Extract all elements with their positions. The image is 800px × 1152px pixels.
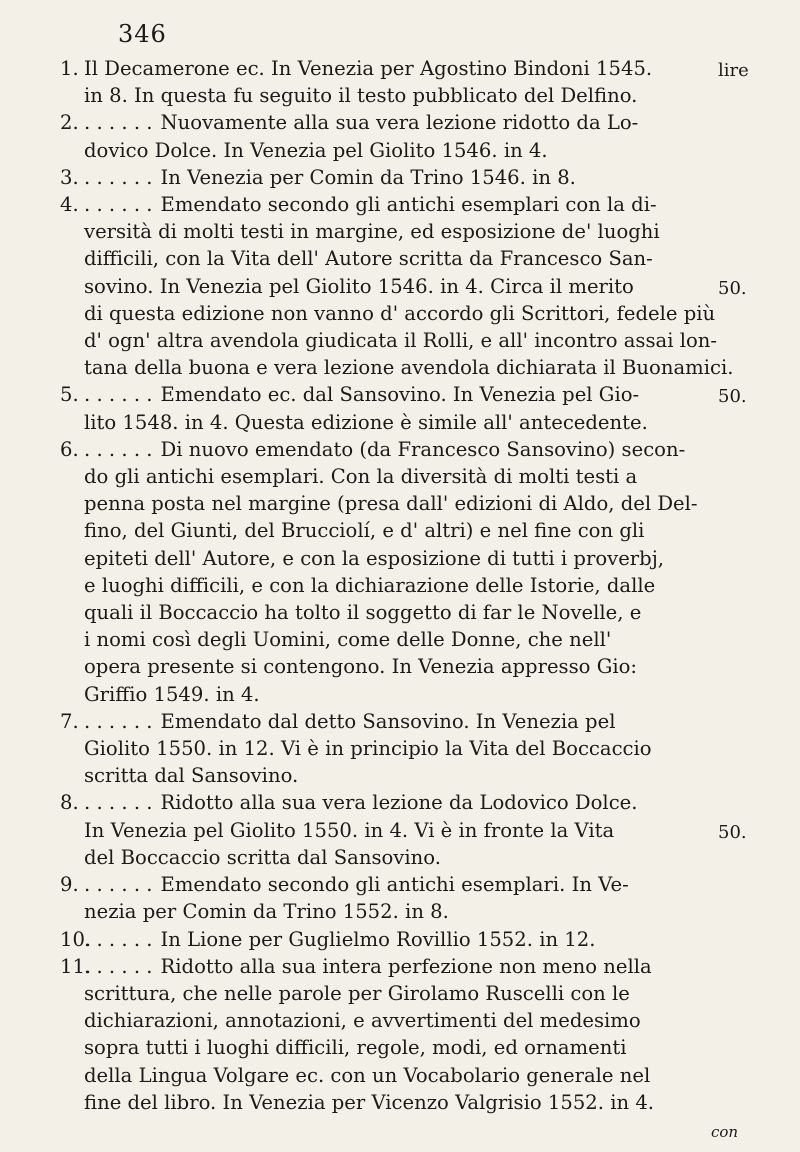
entry-continuation-line — [60, 626, 750, 653]
entry-text-line: del Boccaccio scritta dal Sansovino. — [84, 845, 441, 869]
entry-text-line: i nomi così degli Uomini, come delle Donne, che nell' — [84, 628, 612, 652]
entry-leader-dots: . . . . . . — [84, 954, 153, 978]
entry-text-line: In Lione per Guglielmo Rovillio 1552. in 12. — [160, 927, 596, 951]
entry-leader-dots: . . . . . . — [84, 383, 153, 407]
entry-continuation-line — [60, 218, 750, 245]
entry-leader-dots: . . . . . . — [84, 927, 153, 951]
entry-first-line — [60, 871, 750, 898]
entry-number: 4. — [60, 193, 79, 217]
entry-text-line: di questa edizione non vanno d' accordo gli Scrittori, fedele più — [84, 301, 716, 325]
entry-text-line: fine del libro. In Venezia per Vicenzo Valgrisio 1552. in 4. — [84, 1090, 655, 1114]
entry-text-line: dichiarazioni, annotazioni, e avvertimenti del medesimo — [84, 1009, 641, 1033]
entry-number: 9. — [60, 873, 79, 897]
entry-text-line: scrittura, che nelle parole per Girolamo Ruscelli con le — [84, 981, 630, 1005]
catalog-entry — [60, 953, 750, 1116]
entry-text-line: Ridotto alla sua vera lezione da Lodovico Dolce. — [160, 791, 638, 815]
catalog-entry — [60, 708, 750, 790]
entry-text-line: sovino. In Venezia pel Giolito 1546. in 4. Circa il merito — [84, 274, 634, 298]
entry-continuation-line — [60, 545, 750, 572]
entry-text-line: In Venezia pel Giolito 1550. in 4. Vi è in fronte la Vita — [84, 818, 615, 842]
entry-continuation-line — [60, 82, 750, 109]
entry-price: lire — [718, 60, 749, 81]
entry-number: 1. — [60, 57, 79, 80]
entry-continuation-line — [60, 735, 750, 762]
entry-text-line: Di nuovo emendato (da Francesco Sansovino) secon- — [160, 437, 686, 461]
entry-text-line: Ridotto alla sua intera perfezione non meno nella — [160, 954, 652, 978]
entry-price: 50. — [718, 386, 747, 408]
entry-continuation-line — [60, 354, 750, 381]
catalog-entry — [60, 191, 750, 381]
entry-continuation-line — [60, 463, 750, 490]
entry-continuation-line — [60, 572, 750, 599]
entry-continuation-line — [60, 273, 750, 300]
entry-leader-dots: . . . . . . — [84, 709, 153, 733]
entry-leader-dots: . . . . . . — [84, 873, 153, 897]
entry-continuation-line — [60, 245, 750, 272]
entry-continuation-line — [60, 300, 750, 327]
entry-list — [60, 55, 750, 1116]
entry-number: 11. — [60, 954, 92, 978]
entry-text-line: Nuovamente alla sua vera lezione ridotto da Lo- — [160, 111, 639, 135]
catalog-entry — [60, 789, 750, 871]
entry-text-line: scritta dal Sansovino. — [84, 764, 299, 788]
entry-number: 3. — [60, 165, 79, 189]
entry-text-line: Emendato dal detto Sansovino. In Venezia pel — [160, 709, 616, 733]
entry-text-line: Giolito 1550. in 12. Vi è in principio la Vita del Boccaccio — [84, 737, 652, 761]
catchword: con — [711, 1123, 739, 1141]
entry-first-line — [60, 708, 750, 735]
entry-continuation-line — [60, 762, 750, 789]
entry-text-line: fino, del Giunti, del Brucciolí, e d' altri) e nel fine con gli — [84, 519, 645, 543]
entry-text-line: dovico Dolce. In Venezia pel Giolito 1546. in 4. — [84, 138, 548, 162]
entry-leader-dots: . . . . . . — [84, 437, 153, 461]
entry-continuation-line — [60, 1062, 750, 1089]
entry-text-line: do gli antichi esemplari. Con la diversità di molti testi a — [84, 465, 638, 489]
entry-continuation-line — [60, 898, 750, 925]
entry-text-line: opera presente si contengono. In Venezia appresso Gio: — [84, 655, 638, 679]
entry-text-line: Emendato ec. dal Sansovino. In Venezia pel Gio- — [160, 383, 640, 407]
catalog-entry — [60, 926, 750, 953]
entry-text-line: Emendato secondo gli antichi esemplari. In Ve- — [160, 873, 629, 897]
catalog-entry — [60, 381, 750, 435]
entry-first-line — [60, 55, 750, 82]
entry-number: 8. — [60, 791, 79, 815]
entry-text-line: difficili, con la Vita dell' Autore scritta da Francesco San- — [84, 247, 653, 271]
catalog-entry — [60, 109, 750, 163]
entry-continuation-line — [60, 1034, 750, 1061]
entry-text-line: d' ogn' altra avendola giudicata il Rolli, e all' incontro assai lon- — [84, 329, 718, 353]
entry-text-line: Il Decamerone ec. In Venezia per Agostino Bindoni 1545. — [84, 57, 653, 80]
entry-continuation-line — [60, 517, 750, 544]
entry-continuation-line — [60, 490, 750, 517]
entry-first-line — [60, 381, 750, 408]
entry-continuation-line — [60, 599, 750, 626]
entry-number: 5. — [60, 383, 79, 407]
entry-text-line: versità di molti testi in margine, ed esposizione de' luoghi — [84, 220, 660, 244]
entry-first-line — [60, 789, 750, 816]
entry-text-line: In Venezia per Comin da Trino 1546. in 8. — [160, 165, 576, 189]
entry-text-line: epiteti dell' Autore, e con la esposizione di tutti i proverbj, — [84, 546, 664, 570]
entry-text-line: e luoghi difficili, e con la dichiarazione delle Istorie, dalle — [84, 573, 656, 597]
catalog-entry — [60, 164, 750, 191]
entry-continuation-line — [60, 137, 750, 164]
entry-text-line: tana della buona e vera lezione avendola dichiarata il Buonamici. — [84, 356, 734, 380]
entry-text-line: Emendato secondo gli antichi esemplari con la di- — [160, 193, 657, 217]
entry-number: 6. — [60, 437, 79, 461]
entry-first-line — [60, 926, 750, 953]
entry-number: 10. — [60, 927, 92, 951]
entry-continuation-line — [60, 681, 750, 708]
entry-text-line: della Lingua Volgare ec. con un Vocabolario generale nel — [84, 1063, 651, 1087]
entry-text-line: penna posta nel margine (presa dall' edizioni di Aldo, del Del- — [84, 492, 698, 516]
entry-continuation-line — [60, 327, 750, 354]
entry-continuation-line — [60, 1089, 750, 1116]
entry-price: 50. — [718, 277, 747, 299]
page-number: 346 — [118, 20, 167, 48]
entry-text-line: nezia per Comin da Trino 1552. in 8. — [84, 900, 449, 924]
catalog-entry — [60, 436, 750, 708]
entry-text-line: in 8. In questa fu seguito il testo pubblicato del Delfino. — [84, 84, 638, 108]
entry-first-line — [60, 164, 750, 191]
entry-number: 7. — [60, 709, 79, 733]
entry-first-line — [60, 953, 750, 980]
entry-leader-dots: . . . . . . — [84, 193, 153, 217]
entry-text-line: quali il Boccaccio ha tolto il soggetto di far le Novelle, e — [84, 601, 642, 625]
entry-continuation-line — [60, 980, 750, 1007]
entry-leader-dots: . . . . . . — [84, 791, 153, 815]
entry-first-line — [60, 436, 750, 463]
entry-first-line — [60, 191, 750, 218]
entry-continuation-line — [60, 409, 750, 436]
entry-first-line — [60, 109, 750, 136]
entry-text-line: Griffio 1549. in 4. — [84, 682, 260, 706]
entry-continuation-line — [60, 844, 750, 871]
catalog-entry — [60, 55, 750, 109]
entry-leader-dots: . . . . . . — [84, 111, 153, 135]
entry-continuation-line — [60, 817, 750, 844]
entry-leader-dots: . . . . . . — [84, 165, 153, 189]
entry-continuation-line — [60, 653, 750, 680]
entry-price: 50. — [718, 821, 747, 843]
entry-text-line: sopra tutti i luoghi difficili, regole, modi, ed ornamenti — [84, 1036, 627, 1060]
entry-number: 2. — [60, 111, 79, 135]
entry-continuation-line — [60, 1007, 750, 1034]
entry-text-line: lito 1548. in 4. Questa edizione è simile all' antecedente. — [84, 410, 648, 434]
catalog-entry — [60, 871, 750, 925]
